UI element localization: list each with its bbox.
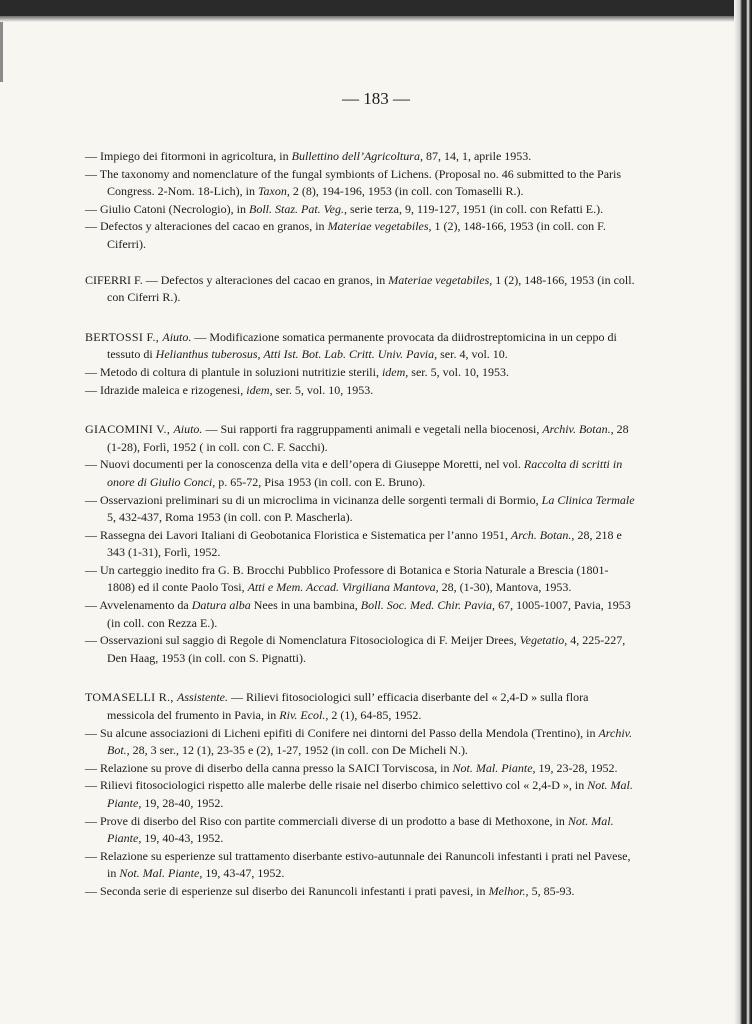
bibliography-entry: — Metodo di coltura di plantule in soluzioni nutritizie sterili, idem, ser. 5, vol. 10, 1953. — [85, 364, 509, 379]
bibliography-entry: — Rassegna dei Lavori Italiani di Geobotanica Floristica e Sistematica per l’anno 1951, Arch. Botan., 28, 218 e 343 (1-31), Forlì, 1952. — [85, 527, 622, 560]
author-name: BERTOSSI F., — [85, 329, 163, 344]
bibliography-entry: — Defectos y alteraciones del cacao en granos, in Materiae vegetabiles, 1 (2), 148-166, 1953 (in coll. con F. Ciferri). — [85, 219, 606, 251]
bibliography-entry: — Su alcune associazioni di Licheni epifiti di Conifere nei dintorni del Passo della Mendola (Trentino), in Archiv. Bot., 28, 3 ser., 12 (1), 23-35 e (2), 1-27, 1952 (in coll. con De Micheli N.). — [85, 725, 633, 758]
bibliography-entry: — Nuovi documenti per la conoscenza della vita e dell’opera di Giuseppe Moretti, nel vol. Raccolta di scritti in onore di Giulio Conci, p. 65-72, Pisa 1953 (in coll. con E. Bruno). — [85, 457, 623, 489]
author-role: Assistente. — [176, 690, 228, 705]
bibliography-entry-ciferri: CIFERRI F. — Defectos y alteraciones del cacao en granos, in Materiae vegetabiles, 1 (2), 148-166, 1953 (in coll. con Ciferri R.). — [85, 272, 635, 305]
scan-right-edge — [734, 0, 752, 1024]
bibliography-entry: — Idrazide maleica e rizogenesi, idem, ser. 5, vol. 10, 1953. — [85, 382, 374, 397]
bibliography-entry: — Osservazioni preliminari su di un microclima in vicinanza delle sorgenti termali di Bormio, La Clinica Termale 5, 432-437, Roma 1953 (in coll. con P. Mascherla). — [85, 492, 635, 525]
bibliography-entry: — Prove di diserbo del Riso con partite commerciali diverse di un prodotto a base di Methoxone, in Not. Mal. Piante, 19, 40-43, 1952. — [85, 813, 614, 846]
bibliography-entry: — Osservazioni sul saggio di Regole di Nomenclatura Fitosociologica di F. Meijer Drees, Vegetatio, 4, 225-227, Den Haag, 1953 (in coll. con S. Pignatti). — [85, 633, 626, 665]
scan-top-shadow — [0, 16, 752, 22]
scan-left-edge — [0, 22, 3, 82]
author-name: GIACOMINI V., — [85, 422, 174, 437]
bibliography-entry: — Avvelenamento da Datura alba Nees in una bambina, Boll. Soc. Med. Chir. Pavia, 67, 1005-1007, Pavia, 1953 (in coll. con Rezza E.). — [85, 598, 631, 630]
bibliography-entry-bertossi: BERTOSSI F., Aiuto. — Modificazione somatica permanente provocata da diidrostreptomicina in un ceppo di tessuto di Helianthus tuberosus, Atti Ist. Bot. Lab. Critt. Univ. Pavia, ser. 4, vol. 10. — [85, 329, 617, 362]
bibliography-entry-tomaselli: TOMASELLI R., Assistente. — Rilievi fitosociologici sull’ efficacia diserbante del « 2,4-D » sulla flora messicola del frumento in Pavia, in Riv. Ecol., 2 (1), 64-85, 1952. — [85, 690, 589, 723]
bibliography-list — [85, 148, 635, 901]
bibliography-entry: — Relazione su esperienze sul trattamento diserbante estivo-autunnale dei Ranuncoli infestanti i prati nel Pavese, in Not. Mal. Piante, 19, 43-47, 1952. — [85, 848, 631, 881]
author-name: TOMASELLI R., — [85, 690, 177, 705]
bibliography-entry-giacomini: GIACOMINI V., Aiuto. — Sui rapporti fra raggruppamenti animali e vegetali nella biocenosi, Archiv. Botan., 28 (1-28), Forlì, 1952 ( in coll. con C. F. Sacchi). — [85, 422, 629, 454]
bibliography-entry: — Seconda serie di esperienze sul diserbo dei Ranuncoli infestanti i prati pavesi, in Melhor., 5, 85-93. — [85, 883, 575, 898]
bibliography-entry: — Relazione su prove di diserbo della canna presso la SAICI Torviscosa, in Not. Mal. Piante, 19, 23-28, 1952. — [85, 760, 618, 775]
scan-top-border — [0, 0, 752, 16]
bibliography-entry: — Rilievi fitosociologici rispetto alle malerbe delle risaie nel diserbo chimico selettivo col « 2,4-D », in Not. Mal. Piante, 19, 28-40, 1952. — [85, 778, 633, 810]
author-role: Aiuto. — [162, 329, 192, 344]
bibliography-entry: — Impiego dei fitormoni in agricoltura, in Bullettino dell’Agricoltura, 87, 14, 1, aprile 1953. — [85, 149, 532, 163]
author-role: Aiuto. — [173, 422, 203, 437]
bibliography-entry: — Un carteggio inedito fra G. B. Brocchi Pubblico Professore di Botanica e Storia Naturale a Brescia (1801-1808) ed il conte Paolo Tosi, Atti e Mem. Accad. Virgiliana Mantova, 28, (1-30), Mantova, 1953. — [85, 562, 609, 595]
bibliography-entry: — The taxonomy and nomenclature of the fungal symbionts of Lichens. (Proposal no. 46 submitted to the Paris Congress. 2-Nom. 18-Lich), in Taxon, 2 (8), 194-196, 1953 (in coll. con Tomaselli R.). — [85, 166, 622, 199]
page-number: — 183 — — [342, 89, 410, 108]
bibliography-entry: — Giulio Catoni (Necrologio), in Boll. Staz. Pat. Veg., serie terza, 9, 119-127, 1951 (in coll. con Refatti E.). — [85, 201, 604, 216]
